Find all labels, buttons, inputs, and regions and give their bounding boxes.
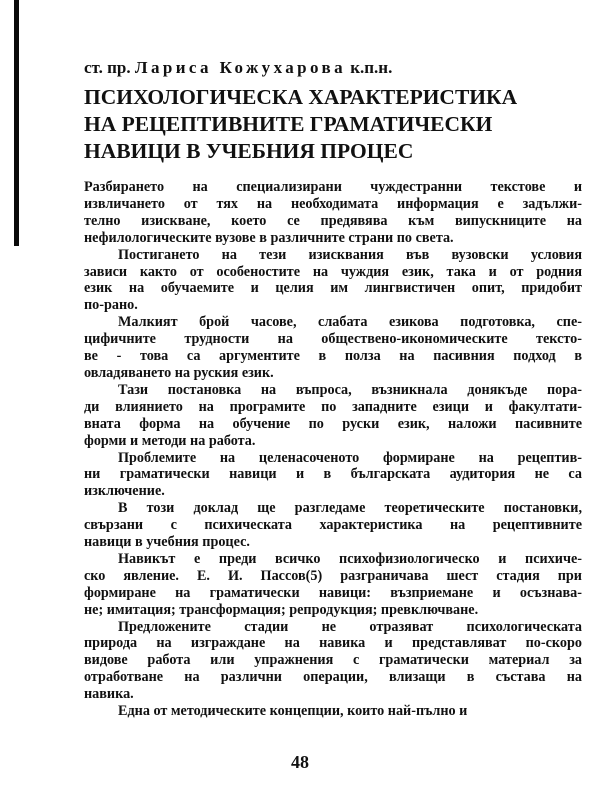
margin-rule: [14, 0, 19, 246]
title-line: НАВИЦИ В УЧЕБНИЯ ПРОЦЕС: [84, 139, 414, 163]
body-line: форми и методи на работа.: [84, 432, 256, 449]
body-line: формиране на граматически навици: възприемане и осъзнава-: [84, 584, 582, 601]
article-body: [84, 179, 582, 720]
body-line: цифичните трудности на обществено-икономическите тексто-: [84, 331, 582, 348]
title-line: ПСИХОЛОГИЧЕСКА ХАРАКТЕРИСТИКА: [84, 85, 518, 109]
body-line: телно изискване, което се предявява към випускниците на: [84, 212, 582, 229]
body-line: ско явление. Е. И. Пассов(5) разграничава шест стадия при: [84, 567, 582, 584]
article-title: [84, 84, 582, 165]
body-paragraph: [84, 450, 582, 501]
body-line: навици в учебния процес.: [84, 534, 250, 551]
body-line: език на обучаемите и целия им лингвистичен опит, придобит: [84, 280, 582, 297]
author-prefix: ст. пр.: [84, 58, 131, 77]
body-paragraph: [84, 382, 582, 450]
body-paragraph: [84, 619, 582, 704]
page-number: 48: [291, 752, 309, 772]
body-line: Една от методическите концепции, които най-пълно и: [118, 703, 468, 720]
body-line: свързани с психическата характеристика на рецептивните: [84, 517, 582, 534]
title-line: НА РЕЦЕПТИВНИТЕ ГРАМАТИЧЕСКИ: [84, 112, 493, 136]
article-page: [84, 58, 582, 720]
body-line: изключение.: [84, 483, 165, 500]
body-paragraph: [84, 703, 582, 720]
body-paragraph: [84, 314, 582, 382]
body-line: извличането от тях на необходимата информация е задължи-: [84, 195, 582, 212]
body-line: видове работа или упражнения с граматически материал за: [84, 652, 582, 669]
author-line: [84, 58, 582, 78]
body-line: навика.: [84, 686, 134, 703]
body-line: ди влиянието на програмите по западните езици и факултати-: [84, 398, 582, 415]
body-line: не; имитация; трансформация; репродукция; превключване.: [84, 601, 479, 618]
body-line: Проблемите на целенасоченото формиране на рецептив-: [118, 449, 582, 466]
body-line: Навикът е преди всичко психофизиологическо и психиче-: [118, 550, 582, 567]
body-line: Малкият брой часове, слабата езикова подготовка, спе-: [118, 314, 582, 331]
body-line: зависи както от особеностите на чуждия език, така и от родния: [84, 263, 582, 280]
body-line: Постигането на тези изисквания във вузовски условия: [118, 246, 582, 263]
body-paragraph: [84, 500, 582, 551]
body-paragraph: [84, 179, 582, 247]
body-line: Разбирането на специализирани чуждестранни текстове и: [84, 179, 582, 195]
body-line: ве - това са аргументите в полза на пасивния подход в: [84, 348, 582, 365]
body-line: вната форма на обучение по руски език, наложи пасивните: [84, 415, 582, 432]
body-line: Тази постановка на въпроса, възникнала донякъде пора-: [118, 381, 582, 398]
author-degree: к.п.н.: [350, 58, 393, 77]
body-line: по-рано.: [84, 297, 138, 314]
body-line: овладяването на руския език.: [84, 364, 274, 381]
body-line: нефилологическите вузове в различните страни по света.: [84, 229, 454, 246]
body-line: ни граматически навици и в българската аудитория не са: [84, 466, 582, 483]
author-name: Лариса Кожухарова: [134, 58, 346, 77]
body-line: В този доклад ще разгледаме теоретическите постановки,: [118, 500, 582, 517]
body-line: отработване на различни операции, влизащи в състава на: [84, 669, 582, 686]
body-paragraph: [84, 551, 582, 619]
body-line: природа на изграждане на навика и представляват по-скоро: [84, 635, 582, 652]
body-line: Предложените стадии не отразяват психологическата: [118, 618, 582, 635]
body-paragraph: [84, 247, 582, 315]
